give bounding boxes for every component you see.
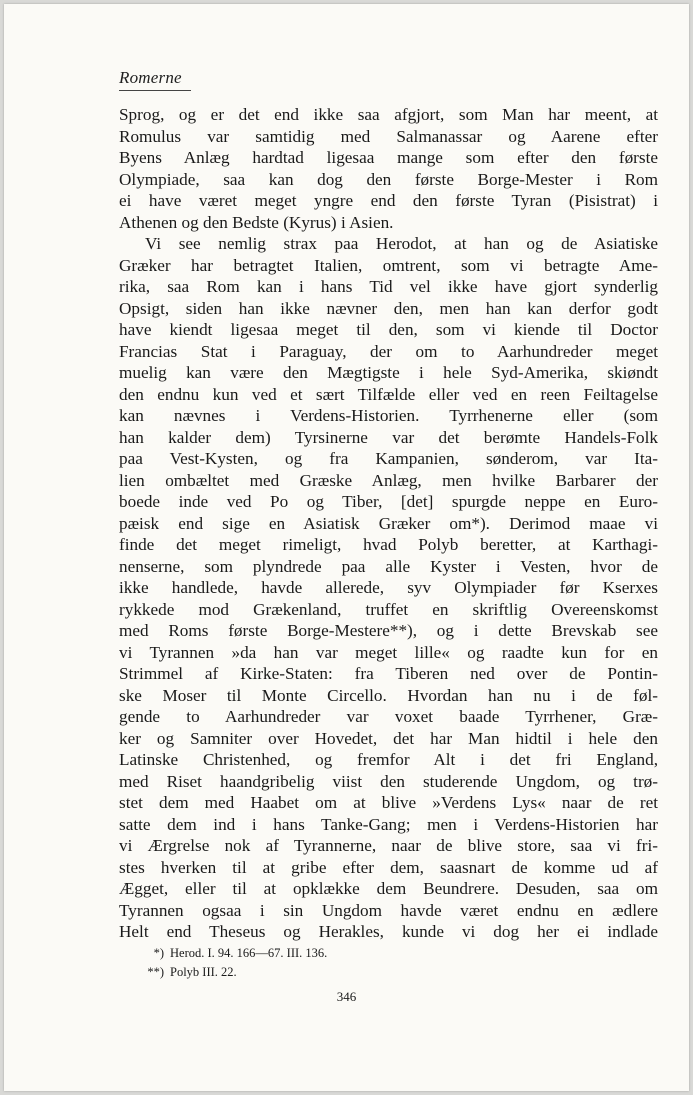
- text-line: lien ombæltet med Græske Anlæg, men hvilke Barbarer der: [119, 470, 658, 490]
- text-line: Sprog, og er det end ikke saa afgjort, som Man har meent, at: [119, 105, 658, 124]
- footnote: [134, 963, 327, 982]
- text-line: finde det meget rimeligt, hvad Polyb beretter, at Karthagi-: [119, 535, 658, 554]
- text-line: Olympiade, saa kan dog den første Borge-Mester i Rom: [119, 169, 658, 189]
- text-line: vi Tyrannen »da han var meget lille« og raadte kun for en: [119, 642, 658, 662]
- footnotes: [134, 944, 327, 982]
- text-line: rika, saa Rom kan i hans Tid vel ikke have gjort synderlig: [119, 277, 658, 296]
- text-line: vi Ærgrelse nok af Tyrannerne, naar de blive store, saa vi fri-: [119, 836, 658, 855]
- text-line: den endnu kun ved et sært Tilfælde eller ved en reen Feiltagelse: [119, 384, 658, 404]
- text-line: med Roms første Borge-Mestere**), og i dette Brevskab see: [119, 621, 658, 640]
- text-line: Ægget, eller til at opklække dem Beundrere. Desuden, saa om: [119, 879, 658, 898]
- text-line: have kiendt ligesaa meget til den, som vi kiende til Doctor: [119, 320, 658, 339]
- text-line: Strimmel af Kirke-Staten: fra Tiberen ned over de Pontin-: [119, 664, 658, 683]
- text-line: muelig kan være den Mægtigste i hele Syd-Amerika, skiøndt: [119, 363, 658, 382]
- text-line: gende to Aarhundreder var voxet baade Tyrrhener, Græ-: [119, 707, 658, 726]
- text-line: boede inde ved Po og Tiber, [det] spurgde neppe en Euro-: [119, 492, 658, 511]
- book-page: [4, 4, 689, 1091]
- page-number: 346: [336, 989, 357, 1004]
- footnote-mark: **): [147, 965, 164, 979]
- text-line: Francias Stat i Paraguay, der om to Aarhundreder meget: [119, 341, 658, 361]
- text-line: ikke handlede, havde allerede, syv Olympiader før Kserxes: [119, 578, 658, 597]
- text-line: kan nævnes i Verdens-Historien. Tyrrhenerne eller (som: [119, 406, 658, 425]
- text-line: paa Vest-Kysten, og fra Kampanien, sønderom, var Ita-: [119, 449, 658, 468]
- text-line: Helt end Theseus og Herakles, kunde vi dog her ei indlade: [119, 922, 658, 941]
- text-line: med Riset haandgribelig viist den studerende Ungdom, og trø-: [119, 771, 658, 791]
- footnote-mark: *): [153, 946, 164, 960]
- footnote-text: Polyb III. 22.: [170, 965, 237, 979]
- text-line: han kalder dem) Tyrsinerne var det berømte Handels-Folk: [119, 427, 658, 447]
- text-line: Opsigt, siden han ikke nævner den, men han kan derfor godt: [119, 298, 658, 318]
- footnote: [134, 944, 327, 963]
- text-line: Romulus var samtidig med Salmanassar og Aarene efter: [119, 126, 658, 146]
- text-line: Græker har betragtet Italien, omtrent, som vi betragte Ame-: [119, 255, 658, 275]
- text-line: nenserne, som plyndrede paa alle Kyster i Vesten, hvor de: [119, 556, 658, 576]
- text-line: Byens Anlæg hardtad ligesaa mange som efter den første: [119, 148, 658, 167]
- text-line: satte dem ind i hans Tanke-Gang; men i Verdens-Historien har: [119, 814, 658, 834]
- text-line: Vi see nemlig strax paa Herodot, at han og de Asiatiske: [145, 234, 658, 253]
- text-line: ei have været meget yngre end den første Tyran (Pisistrat) i: [119, 191, 658, 210]
- text-line: Tyrannen ogsaa i sin Ungdom havde været endnu en ædlere: [119, 900, 658, 920]
- text-line: ske Moser til Monte Circello. Hvordan han nu i de føl-: [119, 685, 658, 705]
- text-line: ker og Samniter over Hovedet, det har Man hidtil i hele den: [119, 728, 658, 748]
- text-line: stes hverken til at gribe efter dem, saasnart de komme ud af: [119, 857, 658, 877]
- text-line: rykkede mod Grækenland, truffet en skriftlig Overeenskomst: [119, 599, 658, 619]
- footnote-text: Herod. I. 94. 166—67. III. 136.: [170, 946, 328, 960]
- running-head: Romerne: [119, 68, 182, 87]
- body-text: [119, 104, 658, 943]
- text-line: stet dem med Haabet om at blive »Verdens Lys« naar de ret: [119, 793, 658, 812]
- text-line: Athenen og den Bedste (Kyrus) i Asien.: [119, 212, 394, 232]
- text-line: Latinske Christenhed, og fremfor Alt i det fri England,: [119, 750, 658, 769]
- running-head-rule: [119, 90, 191, 91]
- text-line: pæisk end sige en Asiatisk Græker om*). Derimod maae vi: [119, 513, 658, 533]
